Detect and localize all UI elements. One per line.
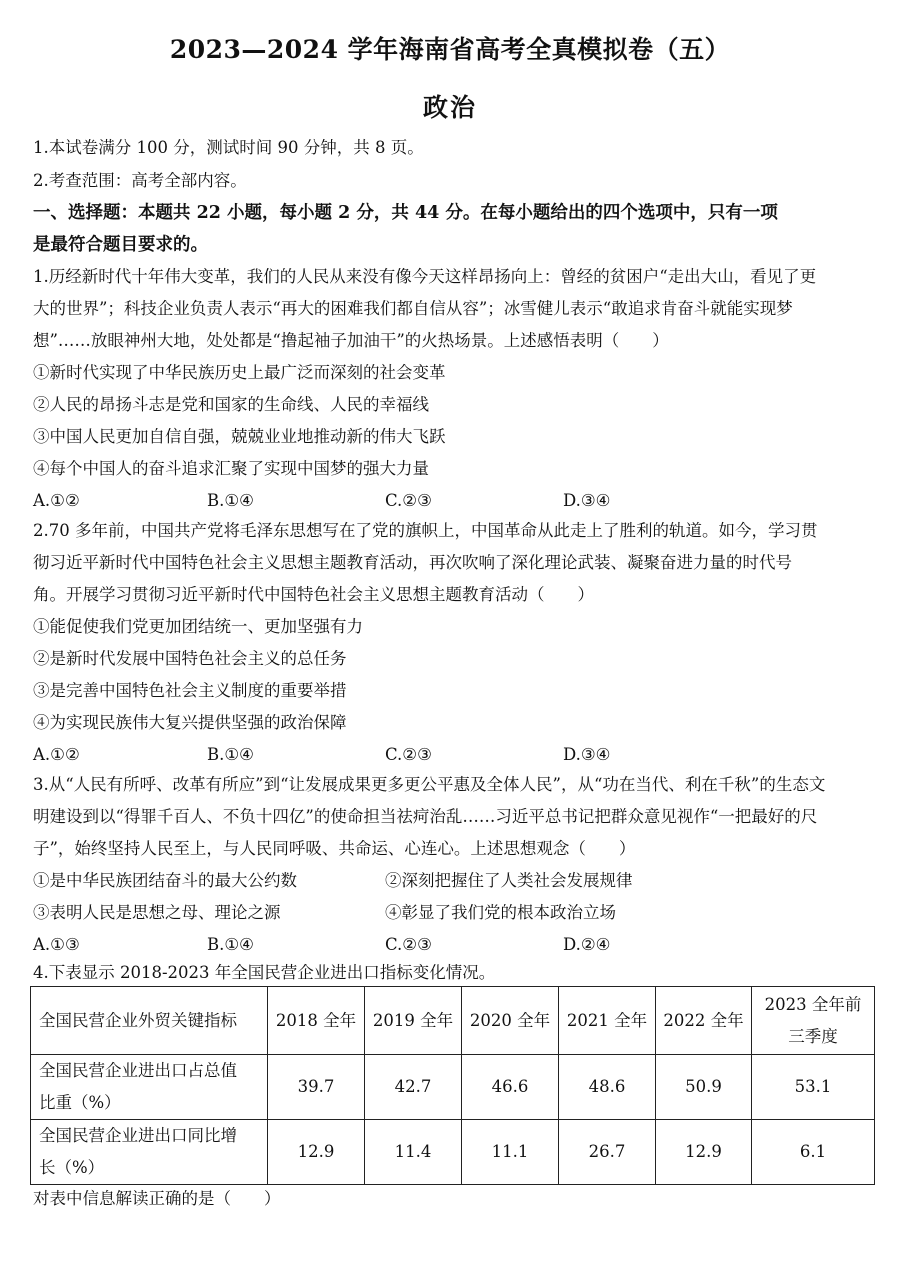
q3-stem-line-3: 子”，始终坚持人民至上，与人民同呼吸、共命运、心连心。上述思想观念（ ） xyxy=(33,839,636,858)
table-header-cell: 2022 全年 xyxy=(656,987,752,1055)
table-cell: 50.9 xyxy=(656,1055,752,1120)
table-header-cell: 2018 全年 xyxy=(268,987,365,1055)
q3-option-d: D.②④ xyxy=(563,935,611,954)
table-cell: 46.6 xyxy=(462,1055,559,1120)
header-line-1: 2023 全年前 xyxy=(764,994,862,1014)
table-row-label xyxy=(31,1120,268,1185)
table-cell: 6.1 xyxy=(752,1120,875,1185)
table-row xyxy=(31,1055,875,1120)
q1-item-4: ④每个中国人的奋斗追求汇聚了实现中国梦的强大力量 xyxy=(33,459,429,478)
table-header-cell xyxy=(752,987,875,1055)
q2-option-b: B.①④ xyxy=(207,745,254,764)
subject-title: 政治 xyxy=(422,93,477,122)
table-cell: 11.4 xyxy=(365,1120,462,1185)
label-line-2: 比重（%） xyxy=(39,1093,121,1112)
q3-option-a: A.①③ xyxy=(33,935,80,954)
q1-option-c: C.②③ xyxy=(385,491,432,510)
label-line-1: 全国民营企业进出口同比增 xyxy=(39,1126,237,1145)
table-header-row xyxy=(31,987,875,1055)
q1-stem-line-3: 想”……放眼神州大地，处处都是“撸起袖子加油干”的火热场景。上述感悟表明（ ） xyxy=(33,331,669,350)
q3-option-b: B.①④ xyxy=(207,935,254,954)
table-row-label xyxy=(31,1055,268,1120)
q2-item-2: ②是新时代发展中国特色社会主义的总任务 xyxy=(33,649,347,668)
table-cell: 53.1 xyxy=(752,1055,875,1120)
header-line-2: 三季度 xyxy=(788,1026,838,1046)
q2-item-4: ④为实现民族伟大复兴提供坚强的政治保障 xyxy=(33,713,347,732)
table-cell: 42.7 xyxy=(365,1055,462,1120)
q4-question: 对表中信息解读正确的是（ ） xyxy=(33,1189,281,1208)
note-2: 2.考查范围：高考全部内容。 xyxy=(33,171,247,190)
table-cell: 12.9 xyxy=(268,1120,365,1185)
q1-stem-line-2: 大的世界”；科技企业负责人表示“再大的困难我们都自信从容”；冰雪健儿表示“敢追求肯奋斗就能实现梦 xyxy=(33,299,793,318)
table-cell: 26.7 xyxy=(559,1120,656,1185)
q3-stem-line-2: 明建设到以“得罪千百人、不负十四亿”的使命担当祛疴治乱……习近平总书记把群众意见视作“一把最好的尺 xyxy=(33,807,818,826)
section-heading-line-2: 是最符合题目要求的。 xyxy=(33,235,208,255)
section-heading-line-1: 一、选择题：本题共 22 小题，每小题 2 分，共 44 分。在每小题给出的四个选项中，只有一项 xyxy=(33,203,778,223)
table-header-cell: 2019 全年 xyxy=(365,987,462,1055)
q4-stem: 4.下表显示 2018-2023 年全国民营企业进出口指标变化情况。 xyxy=(33,963,496,982)
q1-item-3: ③中国人民更加自信自强，兢兢业业地推动新的伟大飞跃 xyxy=(33,427,446,446)
q2-option-c: C.②③ xyxy=(385,745,432,764)
q1-item-1: ①新时代实现了中华民族历史上最广泛而深刻的社会变革 xyxy=(33,363,446,382)
q3-stem-line-1: 3.从“人民有所呼、改革有所应”到“让发展成果更多更公平惠及全体人民”，从“功在当代、利在千秋”的生态文 xyxy=(33,775,826,794)
label-line-1: 全国民营企业进出口占总值 xyxy=(39,1061,237,1080)
q1-option-b: B.①④ xyxy=(207,491,254,510)
q3-item-1: ①是中华民族团结奋斗的最大公约数 xyxy=(33,871,297,890)
table-cell: 39.7 xyxy=(268,1055,365,1120)
q2-item-3: ③是完善中国特色社会主义制度的重要举措 xyxy=(33,681,347,700)
q2-item-1: ①能促使我们党更加团结统一、更加坚强有力 xyxy=(33,617,363,636)
exam-title: 2023—2024 学年海南省高考全真模拟卷（五） xyxy=(169,35,731,64)
q3-option-c: C.②③ xyxy=(385,935,432,954)
q1-stem-line-1: 1.历经新时代十年伟大变革，我们的人民从来没有像今天这样昂扬向上：曾经的贫困户“走出大山，看见了更 xyxy=(33,267,817,286)
table-cell: 11.1 xyxy=(462,1120,559,1185)
table-row xyxy=(31,1120,875,1185)
q3-item-2: ②深刻把握住了人类社会发展规律 xyxy=(385,871,633,890)
table-cell: 12.9 xyxy=(656,1120,752,1185)
q3-item-4: ④彰显了我们党的根本政治立场 xyxy=(385,903,616,922)
q2-stem-line-1: 2.70 多年前，中国共产党将毛泽东思想写在了党的旗帜上，中国革命从此走上了胜利的轨道。如今，学习贯 xyxy=(33,521,818,540)
q2-option-a: A.①② xyxy=(33,745,80,764)
q2-stem-line-2: 彻习近平新时代中国特色社会主义思想主题教育活动，再次吹响了深化理论武装、凝聚奋进力量的时代号 xyxy=(33,553,792,572)
table-cell: 48.6 xyxy=(559,1055,656,1120)
note-1: 1.本试卷满分 100 分，测试时间 90 分钟，共 8 页。 xyxy=(33,138,424,157)
label-line-2: 长（%） xyxy=(39,1158,105,1177)
q1-option-a: A.①② xyxy=(33,491,80,510)
table-header-cell: 2020 全年 xyxy=(462,987,559,1055)
q1-item-2: ②人民的昂扬斗志是党和国家的生命线、人民的幸福线 xyxy=(33,395,429,414)
data-table xyxy=(30,986,875,1185)
table-header-cell: 2021 全年 xyxy=(559,987,656,1055)
q3-item-3: ③表明人民是思想之母、理论之源 xyxy=(33,903,281,922)
q2-option-d: D.③④ xyxy=(563,745,611,764)
table-header-cell: 全国民营企业外贸关键指标 xyxy=(31,987,268,1055)
q2-stem-line-3: 角。开展学习贯彻习近平新时代中国特色社会主义思想主题教育活动（ ） xyxy=(33,585,594,604)
q1-option-d: D.③④ xyxy=(563,491,611,510)
